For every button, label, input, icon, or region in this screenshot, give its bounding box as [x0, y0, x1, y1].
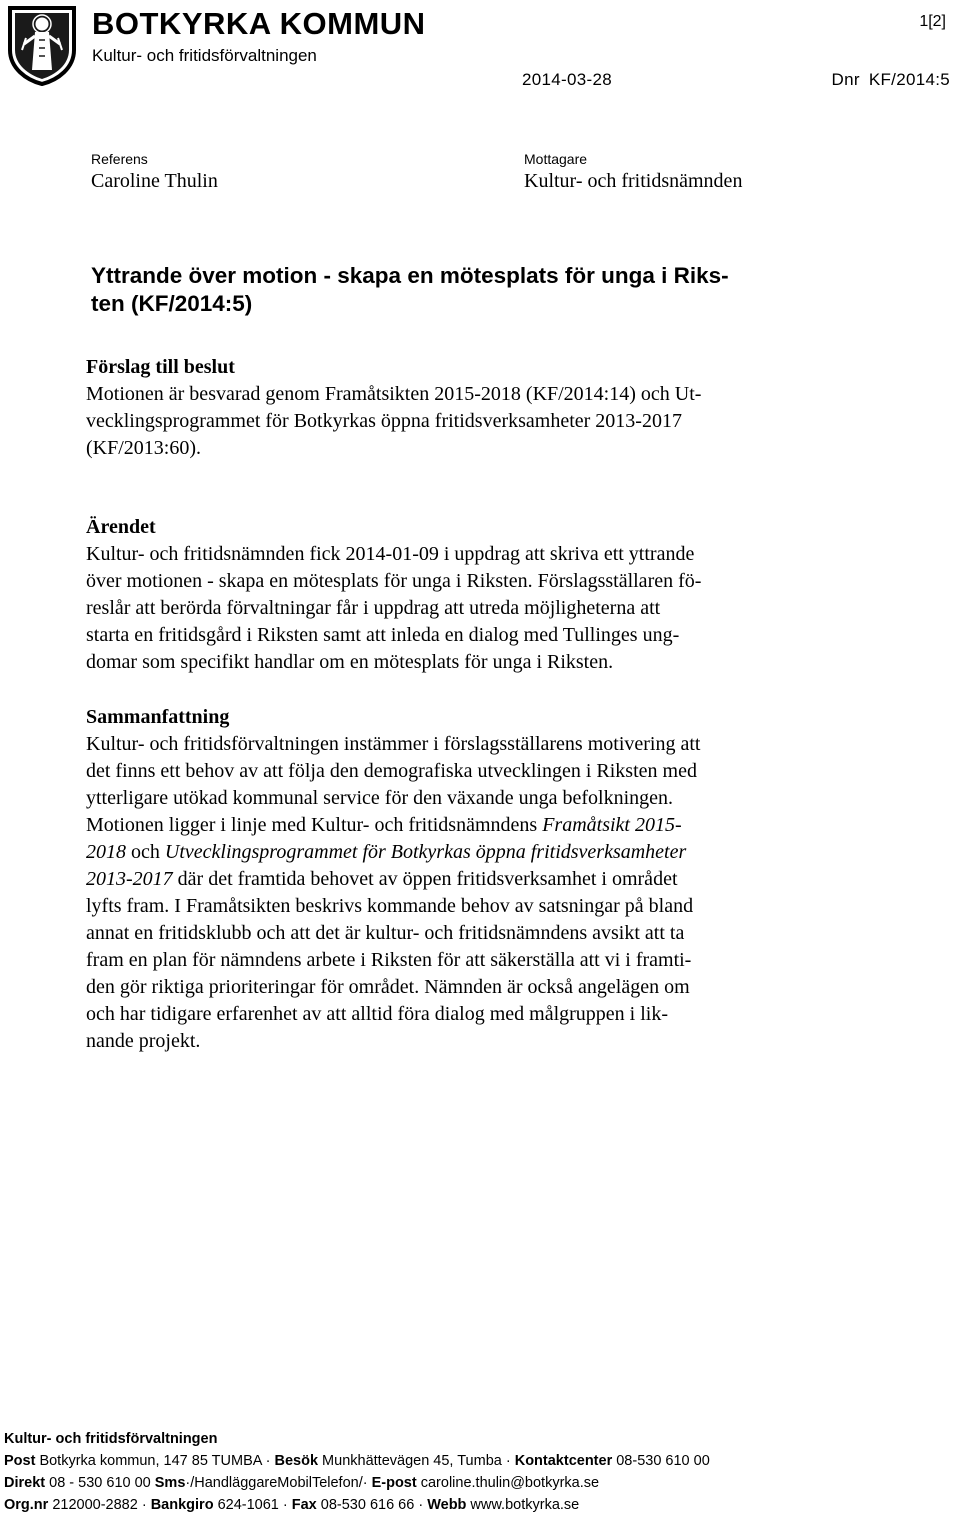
- footer-label: Org.nr: [4, 1497, 49, 1513]
- body-line: annat en fritidsklubb och att det är kultur- och fritidsnämndens avsikt att ta: [86, 922, 685, 944]
- text-run: Motionen ligger i linje med Kultur- och fritidsnämndens: [86, 814, 543, 836]
- body-line: domar som specifikt handlar om en mötesplats för unga i Riksten.: [86, 651, 614, 673]
- footer-value: 08-530 616 66 ·: [316, 1497, 428, 1513]
- section-matter: [86, 514, 826, 676]
- footer-line: [4, 1450, 944, 1472]
- section-heading: Förslag till beslut: [86, 356, 235, 378]
- footer-value: 08 - 530 610 00: [45, 1475, 155, 1491]
- footer-label: Besök: [274, 1453, 319, 1469]
- body-line: Kultur- och fritidsförvaltningen instämmer i förslagsställarens motivering att: [86, 733, 701, 755]
- footer-label: Post: [4, 1453, 36, 1469]
- body-line: starta en fritidsgård i Riksten samt att inleda en dialog med Tullinges ung-: [86, 624, 680, 646]
- footer-label: Bankgiro: [150, 1497, 214, 1513]
- body-line: [86, 839, 826, 866]
- recipient-label: Mottagare: [524, 151, 588, 167]
- italic-title: Framåtsikt 2015-: [542, 814, 682, 836]
- body-line: nande projekt.: [86, 1030, 201, 1052]
- footer-line: [4, 1472, 944, 1494]
- footer-department: Kultur- och fritidsförvaltningen: [4, 1431, 218, 1447]
- italic-title: Utvecklingsprogrammet för Botkyrkas öppna fritidsverksamheter: [164, 841, 687, 863]
- org-name: BOTKYRKA KOMMUN: [92, 6, 426, 41]
- body-line: [86, 812, 826, 839]
- footer-label: Direkt: [4, 1475, 46, 1491]
- org-department: Kultur- och fritidsförvaltningen: [92, 46, 317, 65]
- text-run: där det framtida behovet av öppen fritidsverksamhet i området: [172, 868, 678, 890]
- title-line: ten (KF/2014:5): [91, 291, 253, 316]
- section-proposal: [86, 354, 826, 462]
- footer-value: 08-530 610 00: [612, 1453, 710, 1469]
- body-line: reslår att berörda förvaltningar får i uppdrag att utreda möjligheterna att: [86, 597, 661, 619]
- footer-value: ·/HandläggareMobilTelefon/·: [185, 1475, 372, 1491]
- title-line: Yttrande över motion - skapa en mötesplats för unga i Riks-: [91, 263, 729, 288]
- body-line: [86, 866, 826, 893]
- footer-line: [4, 1494, 944, 1516]
- footer-label: Kontaktcenter: [514, 1453, 613, 1469]
- document-title: [91, 262, 831, 318]
- body-line: lyfts fram. I Framåtsikten beskrivs kommande behov av satsningar på bland: [86, 895, 694, 917]
- body-line: Motionen är besvarad genom Framåtsikten 2015-2018 (KF/2014:14) och Ut-: [86, 383, 702, 405]
- body-line: (KF/2013:60).: [86, 437, 201, 459]
- body-line: Kultur- och fritidsnämnden fick 2014-01-09 i uppdrag att skriva ett yttrande: [86, 543, 695, 565]
- text-run: och: [126, 841, 165, 863]
- document-dnr: Dnr KF/2014:5: [831, 70, 950, 89]
- reference-value: Caroline Thulin: [91, 170, 218, 192]
- body-line: det finns ett behov av att följa den demografiska utvecklingen i Riksten med: [86, 760, 697, 782]
- footer-label: Fax: [291, 1497, 317, 1513]
- footer-label: E-post: [371, 1475, 417, 1491]
- footer-label: Webb: [427, 1497, 467, 1513]
- footer-separator: ·: [265, 1453, 275, 1469]
- section-heading: Ärendet: [86, 516, 156, 538]
- footer-separator: ·: [505, 1453, 515, 1469]
- section-summary: [86, 704, 826, 1055]
- footer: [4, 1428, 944, 1516]
- page-number: 1[2]: [919, 13, 946, 30]
- footer-label: Sms: [154, 1475, 186, 1491]
- recipient-value: Kultur- och fritidsnämnden: [524, 170, 743, 192]
- reference-label: Referens: [91, 151, 148, 167]
- italic-title: 2013-2017: [86, 868, 173, 890]
- footer-value: 624-1061 ·: [213, 1497, 292, 1513]
- body-line: ytterligare utökad kommunal service för den växande unga befolkningen.: [86, 787, 674, 809]
- footer-value: Munkhättevägen 45, Tumba: [318, 1453, 506, 1469]
- footer-value: 212000-2882 ·: [48, 1497, 151, 1513]
- body-line: den gör riktiga prioriteringar för området. Nämnden är också angelägen om: [86, 976, 690, 998]
- footer-website[interactable]: www.botkyrka.se: [466, 1497, 580, 1513]
- coat-of-arms-logo: [6, 4, 78, 86]
- italic-title: 2018: [86, 841, 126, 863]
- footer-value: Botkyrka kommun, 147 85 TUMBA: [35, 1453, 266, 1469]
- section-heading: Sammanfattning: [86, 706, 230, 728]
- document-date: 2014-03-28: [522, 70, 612, 89]
- body-line: och har tidigare erfarenhet av att alltid föra dialog med målgruppen i lik-: [86, 1003, 668, 1025]
- body-line: fram en plan för nämndens arbete i Riksten för att säkerställa att vi i framti-: [86, 949, 692, 971]
- footer-email[interactable]: caroline.thulin@botkyrka.se: [416, 1475, 600, 1491]
- body-line: vecklingsprogrammet för Botkyrkas öppna fritidsverksamheter 2013-2017: [86, 410, 682, 432]
- body-line: över motionen - skapa en mötesplats för unga i Riksten. Förslagsställaren fö-: [86, 570, 702, 592]
